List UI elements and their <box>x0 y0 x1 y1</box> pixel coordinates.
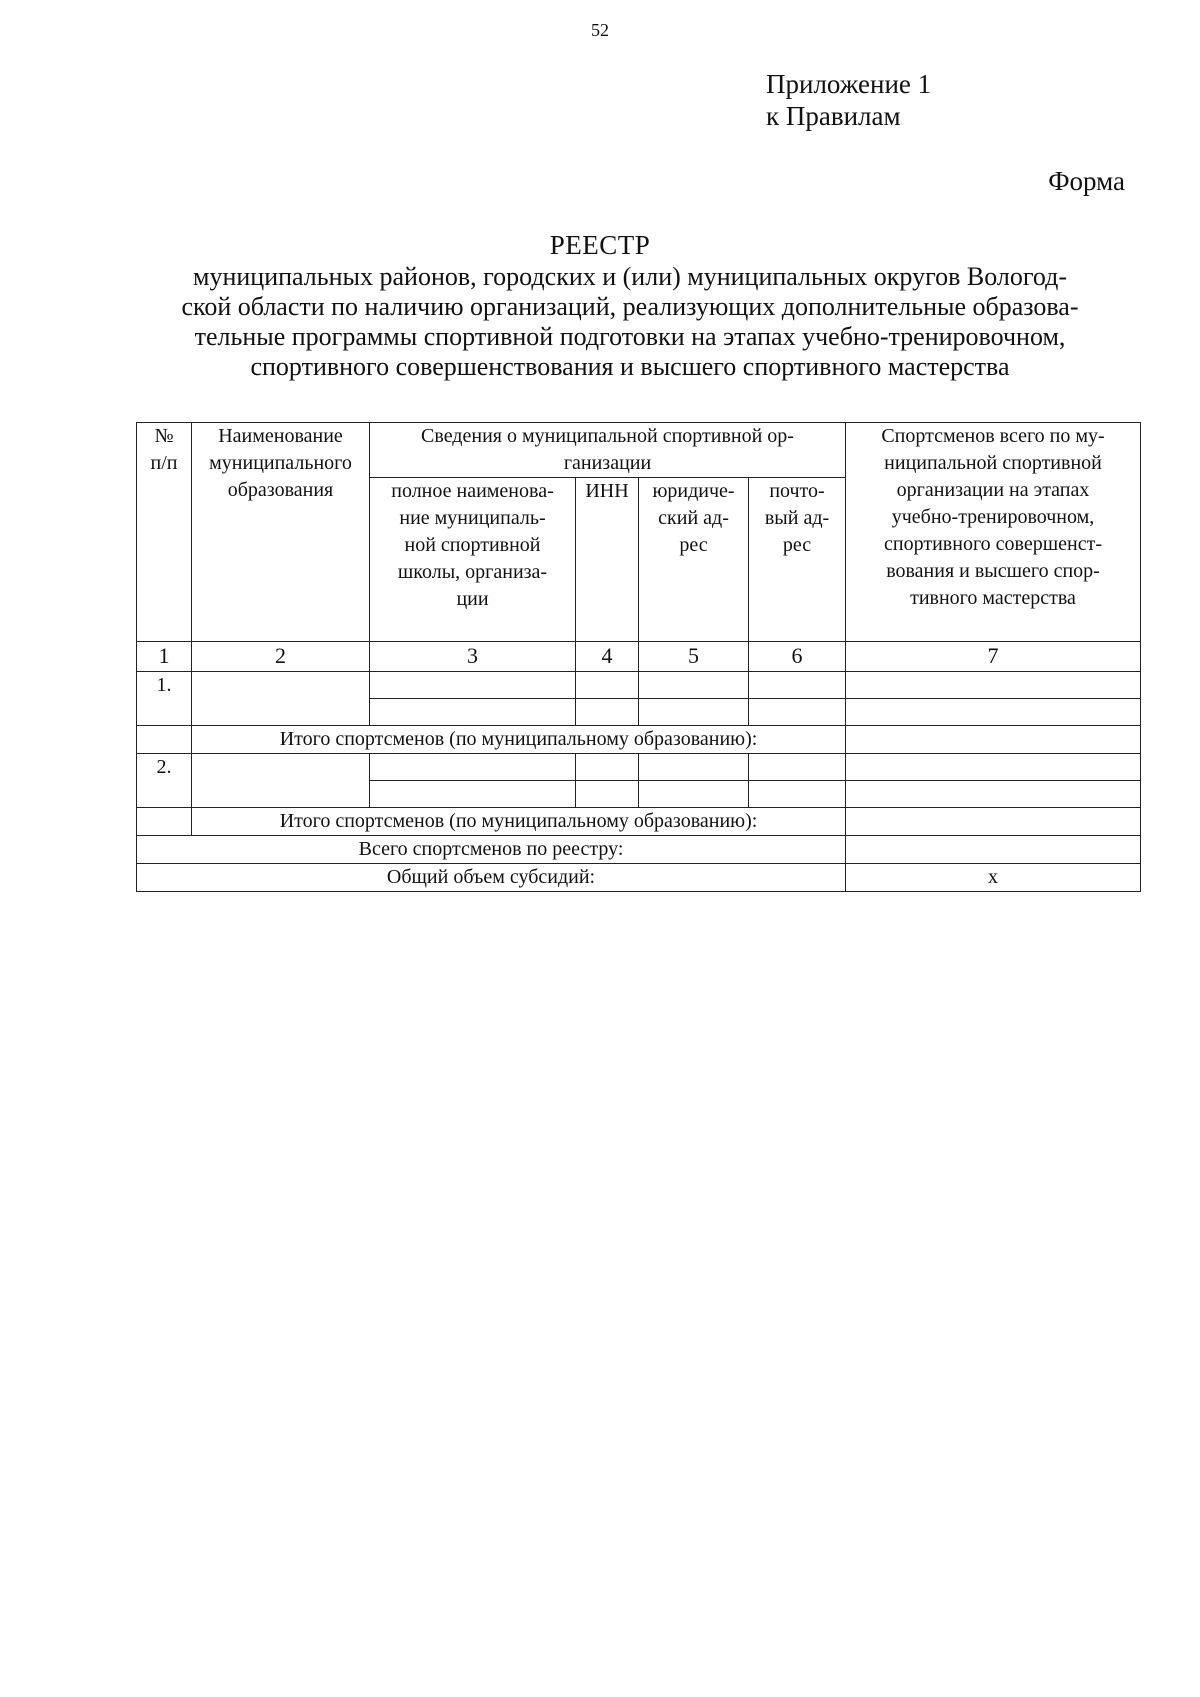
data-cell <box>576 781 639 808</box>
registry-table <box>136 422 1141 892</box>
data-cell <box>370 699 576 726</box>
subtotal-row <box>137 808 1141 836</box>
header-text: Наименование <box>218 425 343 447</box>
header-text: Сведения о муниципальной спортивной ор- <box>421 425 794 447</box>
data-cell <box>846 836 1141 864</box>
subtitle-line: ской области по наличию организаций, реализующих дополнительные образова- <box>181 292 1079 321</box>
municipality-cell <box>192 754 370 808</box>
table-row <box>137 672 1141 699</box>
data-cell <box>749 781 846 808</box>
form-label: Форма <box>1048 166 1125 196</box>
data-cell <box>846 808 1141 836</box>
data-cell <box>370 672 576 699</box>
header-text: тивного мастерства <box>910 587 1076 609</box>
document-subtitle <box>140 262 1120 382</box>
data-cell <box>137 808 192 836</box>
header-text: рес <box>679 534 708 556</box>
subsidy-value: х <box>846 864 1141 892</box>
header-text: спортивного совершенст- <box>884 533 1102 555</box>
subtotal-label: Итого спортсменов (по муниципальному образованию): <box>192 726 846 754</box>
header-inn: ИНН <box>576 478 639 642</box>
header-text: Спортсменов всего по му- <box>881 425 1105 447</box>
data-cell <box>846 781 1141 808</box>
subtotal-label: Итого спортсменов (по муниципальному образованию): <box>192 808 846 836</box>
subsidy-label: Общий объем субсидий: <box>137 864 846 892</box>
header-text: ние муниципаль- <box>399 507 546 529</box>
municipality-cell <box>192 672 370 726</box>
subsidy-row <box>137 864 1141 892</box>
data-cell <box>137 726 192 754</box>
column-number: 1 <box>137 642 192 672</box>
subtotal-row <box>137 726 1141 754</box>
page-number: 52 <box>591 20 609 40</box>
data-cell <box>846 754 1141 781</box>
header-text: ский ад- <box>658 507 729 529</box>
column-number: 4 <box>576 642 639 672</box>
subtitle-line: спортивного совершенствования и высшего спортивного мастерства <box>250 352 1010 381</box>
data-cell <box>639 672 749 699</box>
data-cell <box>639 754 749 781</box>
data-cell <box>370 754 576 781</box>
header-text: учебно-тренировочном, <box>891 506 1095 528</box>
column-number-row <box>137 642 1141 672</box>
header-organization-info <box>370 423 846 478</box>
data-cell <box>576 754 639 781</box>
header-text: ной спортивной <box>404 534 541 556</box>
column-number: 5 <box>639 642 749 672</box>
header-legal-address <box>639 478 749 642</box>
data-cell <box>846 726 1141 754</box>
header-text: ганизации <box>563 452 652 474</box>
header-text: почто- <box>769 480 825 502</box>
header-text: полное наименова- <box>391 480 554 502</box>
total-label: Всего спортсменов по реестру: <box>137 836 846 864</box>
data-cell <box>846 672 1141 699</box>
appendix-line-2: к Правилам <box>766 101 901 131</box>
data-cell <box>749 754 846 781</box>
data-cell <box>370 781 576 808</box>
column-number: 3 <box>370 642 576 672</box>
subtitle-line: муниципальных районов, городских и (или) муниципальных округов Вологод- <box>193 262 1067 291</box>
subtitle-line: тельные программы спортивной подготовки на этапах учебно-тренировочном, <box>194 322 1066 351</box>
data-cell <box>749 672 846 699</box>
column-number: 6 <box>749 642 846 672</box>
data-cell <box>639 699 749 726</box>
header-row-number <box>137 423 192 642</box>
header-text: юридиче- <box>652 480 735 502</box>
total-row <box>137 836 1141 864</box>
header-text: ции <box>456 588 489 610</box>
header-text: вования и высшего спор- <box>886 560 1100 582</box>
header-text: муниципального <box>209 452 352 474</box>
data-cell <box>576 699 639 726</box>
appendix-line-1: Приложение 1 <box>766 69 932 99</box>
document-title: РЕЕСТР <box>549 230 651 260</box>
header-text: № <box>154 425 174 447</box>
header-text: организации на этапах <box>896 479 1090 501</box>
header-postal-address <box>749 478 846 642</box>
header-full-name <box>370 478 576 642</box>
data-cell <box>639 781 749 808</box>
header-text: школы, организа- <box>397 561 548 583</box>
column-number: 2 <box>192 642 370 672</box>
header-text: рес <box>782 534 812 556</box>
header-text: п/п <box>150 452 178 474</box>
row-number: 1. <box>137 672 192 726</box>
header-text: ниципальной спортивной <box>884 452 1102 474</box>
row-number: 2. <box>137 754 192 808</box>
header-text: вый ад- <box>764 507 830 529</box>
header-municipality <box>192 423 370 642</box>
appendix-reference <box>766 68 931 132</box>
data-cell <box>846 699 1141 726</box>
table-row <box>137 754 1141 781</box>
header-text: образования <box>227 479 334 501</box>
header-athletes-total <box>846 423 1141 642</box>
data-cell <box>749 699 846 726</box>
data-cell <box>576 672 639 699</box>
column-number: 7 <box>846 642 1141 672</box>
